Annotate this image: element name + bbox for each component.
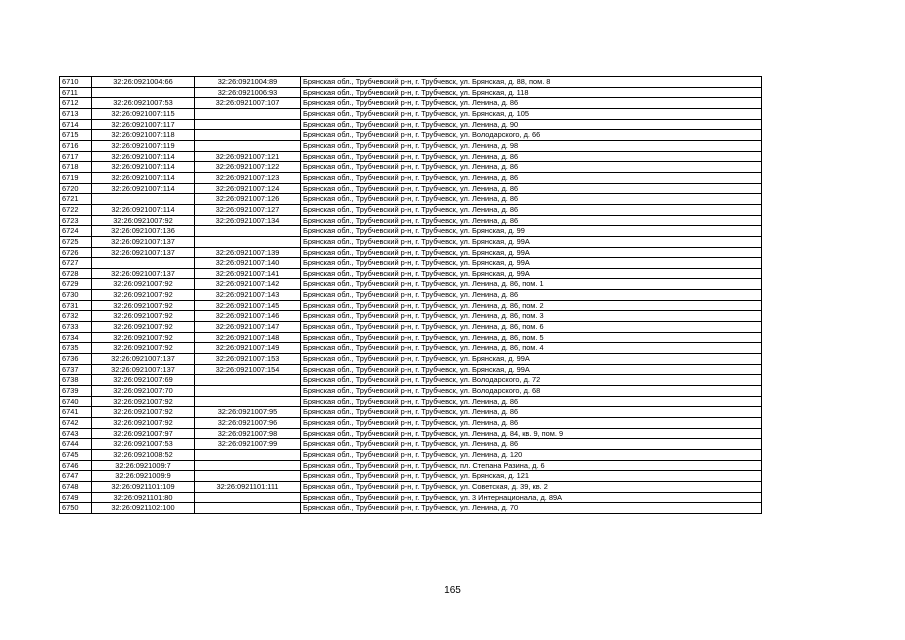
address-cell: Брянская обл., Трубчевский р-н, г. Трубчевск, ул. Брянская, д. 105 [301,108,762,119]
row-number-cell: 6747 [60,471,92,482]
table-row [60,375,762,386]
address-cell: Брянская обл., Трубчевский р-н, г. Трубчевск, пл. Степана Разина, д. 6 [301,460,762,471]
parent-cadastral-number-cell: 32:26:0921007:143 [195,290,301,301]
cadastral-number-cell: 32:26:0921007:137 [92,236,195,247]
address-cell: Брянская обл., Трубчевский р-н, г. Трубчевск, ул. Ленина, д. 86, пом. 2 [301,300,762,311]
parent-cadastral-number-cell [195,396,301,407]
parent-cadastral-number-cell [195,375,301,386]
table-row [60,204,762,215]
table-row [60,354,762,365]
row-number-cell: 6744 [60,439,92,450]
table-row [60,492,762,503]
cadastral-number-cell: 32:26:0921007:115 [92,108,195,119]
address-cell: Брянская обл., Трубчевский р-н, г. Трубчевск, ул. Ленина, д. 98 [301,140,762,151]
cadastral-number-cell: 32:26:0921007:92 [92,279,195,290]
row-number-cell: 6719 [60,172,92,183]
row-number-cell: 6722 [60,204,92,215]
cadastral-number-cell: 32:26:0921007:119 [92,140,195,151]
cadastral-number-cell: 32:26:0921007:114 [92,172,195,183]
address-cell: Брянская обл., Трубчевский р-н, г. Трубчевск, ул. Ленина, д. 86 [301,194,762,205]
table-row [60,343,762,354]
cadastral-number-cell: 32:26:0921007:97 [92,428,195,439]
row-number-cell: 6718 [60,162,92,173]
address-cell: Брянская обл., Трубчевский р-н, г. Трубчевск, ул. Ленина, д. 86 [301,290,762,301]
table-row [60,172,762,183]
cadastral-number-cell: 32:26:0921102:100 [92,503,195,514]
table-row [60,439,762,450]
cadastral-number-cell: 32:26:0921007:137 [92,268,195,279]
table-row [60,108,762,119]
table-row [60,332,762,343]
row-number-cell: 6714 [60,119,92,130]
cadastral-number-cell: 32:26:0921009:7 [92,460,195,471]
cadastral-number-cell: 32:26:0921007:114 [92,183,195,194]
table-row [60,503,762,514]
table-row [60,418,762,429]
parent-cadastral-number-cell: 32:26:0921007:122 [195,162,301,173]
parent-cadastral-number-cell: 32:26:0921004:89 [195,77,301,88]
row-number-cell: 6733 [60,322,92,333]
parent-cadastral-number-cell: 32:26:0921007:98 [195,428,301,439]
address-cell: Брянская обл., Трубчевский р-н, г. Трубчевск, ул. Брянская, д. 99А [301,236,762,247]
row-number-cell: 6750 [60,503,92,514]
row-number-cell: 6743 [60,428,92,439]
row-number-cell: 6741 [60,407,92,418]
parent-cadastral-number-cell: 32:26:0921007:141 [195,268,301,279]
cadastral-number-cell: 32:26:0921007:92 [92,407,195,418]
parent-cadastral-number-cell: 32:26:0921007:154 [195,364,301,375]
table-row [60,194,762,205]
address-cell: Брянская обл., Трубчевский р-н, г. Трубчевск, ул. Ленина, д. 86 [301,151,762,162]
row-number-cell: 6713 [60,108,92,119]
parent-cadastral-number-cell: 32:26:0921007:107 [195,98,301,109]
row-number-cell: 6720 [60,183,92,194]
address-cell: Брянская обл., Трубчевский р-н, г. Трубчевск, ул. Брянская, д. 99А [301,258,762,269]
address-cell: Брянская обл., Трубчевский р-н, г. Трубчевск, ул. Брянская, д. 118 [301,87,762,98]
address-cell: Брянская обл., Трубчевский р-н, г. Трубчевск, ул. Володарского, д. 68 [301,386,762,397]
table-row [60,247,762,258]
parent-cadastral-number-cell: 32:26:0921007:140 [195,258,301,269]
parent-cadastral-number-cell: 32:26:0921007:142 [195,279,301,290]
parent-cadastral-number-cell [195,386,301,397]
parent-cadastral-number-cell: 32:26:0921007:147 [195,322,301,333]
address-cell: Брянская обл., Трубчевский р-н, г. Трубчевск, ул. Ленина, д. 86, пом. 6 [301,322,762,333]
address-cell: Брянская обл., Трубчевский р-н, г. Трубчевск, ул. Ленина, д. 86 [301,418,762,429]
address-cell: Брянская обл., Трубчевский р-н, г. Трубчевск, ул. 3 Интернационала, д. 89А [301,492,762,503]
parent-cadastral-number-cell: 32:26:0921007:95 [195,407,301,418]
cadastral-number-cell: 32:26:0921008:52 [92,449,195,460]
parent-cadastral-number-cell: 32:26:0921101:111 [195,481,301,492]
table-row [60,226,762,237]
cadastral-number-cell: 32:26:0921007:70 [92,386,195,397]
parent-cadastral-number-cell: 32:26:0921007:126 [195,194,301,205]
row-number-cell: 6749 [60,492,92,503]
row-number-cell: 6731 [60,300,92,311]
row-number-cell: 6738 [60,375,92,386]
address-cell: Брянская обл., Трубчевский р-н, г. Трубчевск, ул. Ленина, д. 84, кв. 9, пом. 9 [301,428,762,439]
parent-cadastral-number-cell [195,492,301,503]
parent-cadastral-number-cell [195,236,301,247]
cadastral-number-cell: 32:26:0921007:114 [92,151,195,162]
parent-cadastral-number-cell [195,119,301,130]
cadastral-number-cell: 32:26:0921007:53 [92,98,195,109]
table-row [60,279,762,290]
row-number-cell: 6748 [60,481,92,492]
address-cell: Брянская обл., Трубчевский р-н, г. Трубчевск, ул. Ленина, д. 86 [301,183,762,194]
address-cell: Брянская обл., Трубчевский р-н, г. Трубчевск, ул. Ленина, д. 86, пом. 1 [301,279,762,290]
table-row [60,322,762,333]
row-number-cell: 6742 [60,418,92,429]
row-number-cell: 6723 [60,215,92,226]
table-row [60,130,762,141]
page-number: 165 [444,585,461,596]
row-number-cell: 6735 [60,343,92,354]
cadastral-number-cell: 32:26:0921101:109 [92,481,195,492]
address-cell: Брянская обл., Трубчевский р-н, г. Трубчевск, ул. Брянская, д. 99А [301,247,762,258]
table-row [60,481,762,492]
cadastral-number-cell: 32:26:0921007:114 [92,204,195,215]
cadastral-number-cell: 32:26:0921007:92 [92,290,195,301]
table-row [60,449,762,460]
cadastral-number-cell: 32:26:0921007:92 [92,322,195,333]
cadastral-number-cell: 32:26:0921007:92 [92,300,195,311]
cadastral-number-cell: 32:26:0921007:137 [92,247,195,258]
cadastral-number-cell: 32:26:0921007:117 [92,119,195,130]
address-cell: Брянская обл., Трубчевский р-н, г. Трубчевск, ул. Ленина, д. 70 [301,503,762,514]
parent-cadastral-number-cell [195,130,301,141]
address-cell: Брянская обл., Трубчевский р-н, г. Трубчевск, ул. Брянская, д. 99А [301,354,762,365]
address-cell: Брянская обл., Трубчевский р-н, г. Трубчевск, ул. Брянская, д. 99А [301,268,762,279]
row-number-cell: 6739 [60,386,92,397]
row-number-cell: 6736 [60,354,92,365]
parent-cadastral-number-cell: 32:26:0921007:127 [195,204,301,215]
cadastral-number-cell: 32:26:0921007:114 [92,162,195,173]
row-number-cell: 6734 [60,332,92,343]
parent-cadastral-number-cell: 32:26:0921007:148 [195,332,301,343]
address-cell: Брянская обл., Трубчевский р-н, г. Трубчевск, ул. Ленина, д. 86 [301,172,762,183]
table-row [60,311,762,322]
parent-cadastral-number-cell [195,108,301,119]
row-number-cell: 6712 [60,98,92,109]
table-row [60,268,762,279]
address-cell: Брянская обл., Трубчевский р-н, г. Трубчевск, ул. Брянская, д. 99А [301,364,762,375]
parent-cadastral-number-cell: 32:26:0921007:139 [195,247,301,258]
table-row [60,364,762,375]
address-cell: Брянская обл., Трубчевский р-н, г. Трубчевск, ул. Ленина, д. 86 [301,396,762,407]
row-number-cell: 6728 [60,268,92,279]
address-cell: Брянская обл., Трубчевский р-н, г. Трубчевск, ул. Брянская, д. 121 [301,471,762,482]
address-cell: Брянская обл., Трубчевский р-н, г. Трубчевск, ул. Брянская, д. 88, пом. 8 [301,77,762,88]
row-number-cell: 6740 [60,396,92,407]
row-number-cell: 6716 [60,140,92,151]
address-cell: Брянская обл., Трубчевский р-н, г. Трубчевск, ул. Ленина, д. 86 [301,439,762,450]
table-row [60,471,762,482]
parent-cadastral-number-cell [195,140,301,151]
address-cell: Брянская обл., Трубчевский р-н, г. Трубчевск, ул. Ленина, д. 86 [301,98,762,109]
parent-cadastral-number-cell: 32:26:0921007:134 [195,215,301,226]
parent-cadastral-number-cell: 32:26:0921007:123 [195,172,301,183]
row-number-cell: 6729 [60,279,92,290]
parent-cadastral-number-cell [195,226,301,237]
address-cell: Брянская обл., Трубчевский р-н, г. Трубчевск, ул. Ленина, д. 90 [301,119,762,130]
table-row [60,460,762,471]
row-number-cell: 6732 [60,311,92,322]
parent-cadastral-number-cell: 32:26:0921007:124 [195,183,301,194]
table-row [60,151,762,162]
table-row [60,87,762,98]
row-number-cell: 6737 [60,364,92,375]
cadastral-number-cell: 32:26:0921007:137 [92,364,195,375]
address-cell: Брянская обл., Трубчевский р-н, г. Трубчевск, ул. Ленина, д. 120 [301,449,762,460]
table-row [60,215,762,226]
table-row [60,162,762,173]
row-number-cell: 6727 [60,258,92,269]
parent-cadastral-number-cell [195,471,301,482]
cadastral-number-cell: 32:26:0921007:92 [92,332,195,343]
table-row [60,98,762,109]
row-number-cell: 6724 [60,226,92,237]
parent-cadastral-number-cell: 32:26:0921007:96 [195,418,301,429]
table-row [60,119,762,130]
address-cell: Брянская обл., Трубчевский р-н, г. Трубчевск, ул. Ленина, д. 86 [301,162,762,173]
row-number-cell: 6746 [60,460,92,471]
address-cell: Брянская обл., Трубчевский р-н, г. Трубчевск, ул. Ленина, д. 86 [301,215,762,226]
row-number-cell: 6725 [60,236,92,247]
parent-cadastral-number-cell: 32:26:0921006:93 [195,87,301,98]
cadastral-number-cell: 32:26:0921101:80 [92,492,195,503]
row-number-cell: 6710 [60,77,92,88]
table-row [60,183,762,194]
cadastral-number-cell: 32:26:0921007:92 [92,396,195,407]
cadastral-number-cell: 32:26:0921009:9 [92,471,195,482]
table-row [60,258,762,269]
cadastral-number-cell: 32:26:0921007:53 [92,439,195,450]
cadastral-number-cell: 32:26:0921007:137 [92,354,195,365]
address-cell: Брянская обл., Трубчевский р-н, г. Трубчевск, ул. Ленина, д. 86 [301,204,762,215]
cadastral-number-cell [92,258,195,269]
cadastral-number-cell: 32:26:0921007:92 [92,311,195,322]
table-row [60,407,762,418]
parent-cadastral-number-cell [195,460,301,471]
address-cell: Брянская обл., Трубчевский р-н, г. Трубчевск, ул. Ленина, д. 86 [301,407,762,418]
row-number-cell: 6726 [60,247,92,258]
cadastral-number-cell: 32:26:0921007:118 [92,130,195,141]
row-number-cell: 6715 [60,130,92,141]
parent-cadastral-number-cell: 32:26:0921007:146 [195,311,301,322]
cadastral-number-cell: 32:26:0921007:92 [92,215,195,226]
table-row [60,428,762,439]
parent-cadastral-number-cell: 32:26:0921007:145 [195,300,301,311]
parent-cadastral-number-cell [195,503,301,514]
table-row [60,396,762,407]
row-number-cell: 6745 [60,449,92,460]
address-cell: Брянская обл., Трубчевский р-н, г. Трубчевск, ул. Ленина, д. 86, пом. 3 [301,311,762,322]
cadastral-number-cell: 32:26:0921004:66 [92,77,195,88]
cadastral-number-cell: 32:26:0921007:69 [92,375,195,386]
row-number-cell: 6711 [60,87,92,98]
row-number-cell: 6730 [60,290,92,301]
table-row [60,386,762,397]
parent-cadastral-number-cell: 32:26:0921007:153 [195,354,301,365]
address-cell: Брянская обл., Трубчевский р-н, г. Трубчевск, ул. Советская, д. 39, кв. 2 [301,481,762,492]
table-row [60,300,762,311]
parent-cadastral-number-cell: 32:26:0921007:121 [195,151,301,162]
cadastral-number-cell: 32:26:0921007:92 [92,418,195,429]
address-cell: Брянская обл., Трубчевский р-н, г. Трубчевск, ул. Володарского, д. 66 [301,130,762,141]
row-number-cell: 6717 [60,151,92,162]
address-cell: Брянская обл., Трубчевский р-н, г. Трубчевск, ул. Ленина, д. 86, пом. 5 [301,332,762,343]
cadastral-number-cell: 32:26:0921007:136 [92,226,195,237]
table-row [60,140,762,151]
row-number-cell: 6721 [60,194,92,205]
property-registry-table [59,76,762,514]
parent-cadastral-number-cell: 32:26:0921007:149 [195,343,301,354]
parent-cadastral-number-cell: 32:26:0921007:99 [195,439,301,450]
address-cell: Брянская обл., Трубчевский р-н, г. Трубчевск, ул. Володарского, д. 72 [301,375,762,386]
parent-cadastral-number-cell [195,449,301,460]
table-row [60,236,762,247]
cadastral-number-cell: 32:26:0921007:92 [92,343,195,354]
registry-table-body [60,77,762,514]
address-cell: Брянская обл., Трубчевский р-н, г. Трубчевск, ул. Брянская, д. 99 [301,226,762,237]
cadastral-number-cell [92,87,195,98]
table-row [60,77,762,88]
address-cell: Брянская обл., Трубчевский р-н, г. Трубчевск, ул. Ленина, д. 86, пом. 4 [301,343,762,354]
cadastral-number-cell [92,194,195,205]
table-row [60,290,762,301]
